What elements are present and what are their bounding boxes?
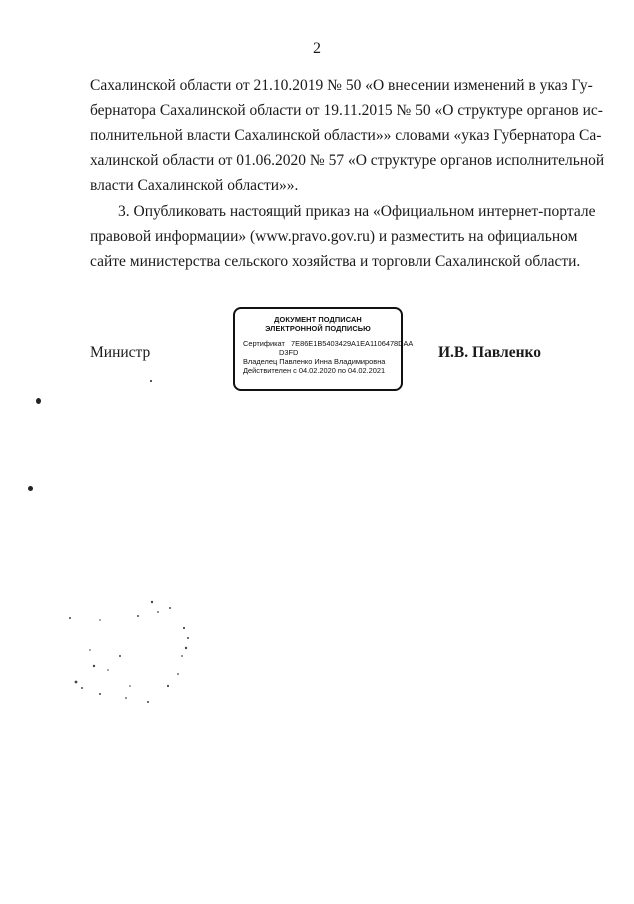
scan-speck <box>28 486 33 491</box>
page-number: 2 <box>313 40 321 57</box>
item3-line-1: 3. Опубликовать настоящий приказ на «Официальном интернет-портале <box>118 203 596 220</box>
stamp-details <box>235 339 414 375</box>
paragraph-line-2: бернатора Сахалинской области от 19.11.2015 № 50 «О структуре органов ис- <box>90 102 603 119</box>
stamp-title <box>235 315 401 333</box>
paragraph-line-3: полнительной власти Сахалинской области»» словами «указ Губернатора Са- <box>90 127 602 144</box>
signer-name: И.В. Павленко <box>438 344 541 361</box>
signer-role: Министр <box>90 344 151 361</box>
item3-line-2: правовой информации» (www.pravo.gov.ru) и разместить на официальном <box>90 228 578 245</box>
stamp-owner: Владелец Павленко Инна Владимировна <box>243 357 386 366</box>
faded-stamp-residue <box>60 590 210 720</box>
stamp-certificate-row <box>243 339 414 348</box>
item3-line-3: сайте министерства сельского хозяйства и торговли Сахалинской области. <box>90 253 581 270</box>
stamp-certificate-label: Сертификат <box>243 339 285 348</box>
stamp-title-line-1: ДОКУМЕНТ ПОДПИСАН <box>274 315 362 324</box>
paragraph-line-1: Сахалинской области от 21.10.2019 № 50 «О внесении изменений в указ Гу- <box>90 77 593 94</box>
stamp-title-line-2: ЭЛЕКТРОННОЙ ПОДПИСЬЮ <box>265 324 371 333</box>
stamp-certificate-cont: D3FD <box>279 348 299 357</box>
paragraph-line-5: власти Сахалинской области»». <box>90 177 299 194</box>
scan-speck <box>36 398 41 404</box>
stamp-validity: Действителен с 04.02.2020 по 04.02.2021 <box>243 366 386 375</box>
paragraph-line-4: халинской области от 01.06.2020 № 57 «О структуре органов исполнительной <box>90 152 605 169</box>
electronic-signature-stamp <box>233 307 414 391</box>
stamp-certificate-value: 7E86E1B5403429A1EA1106478DAA <box>291 339 414 348</box>
scan-speck <box>150 380 152 382</box>
